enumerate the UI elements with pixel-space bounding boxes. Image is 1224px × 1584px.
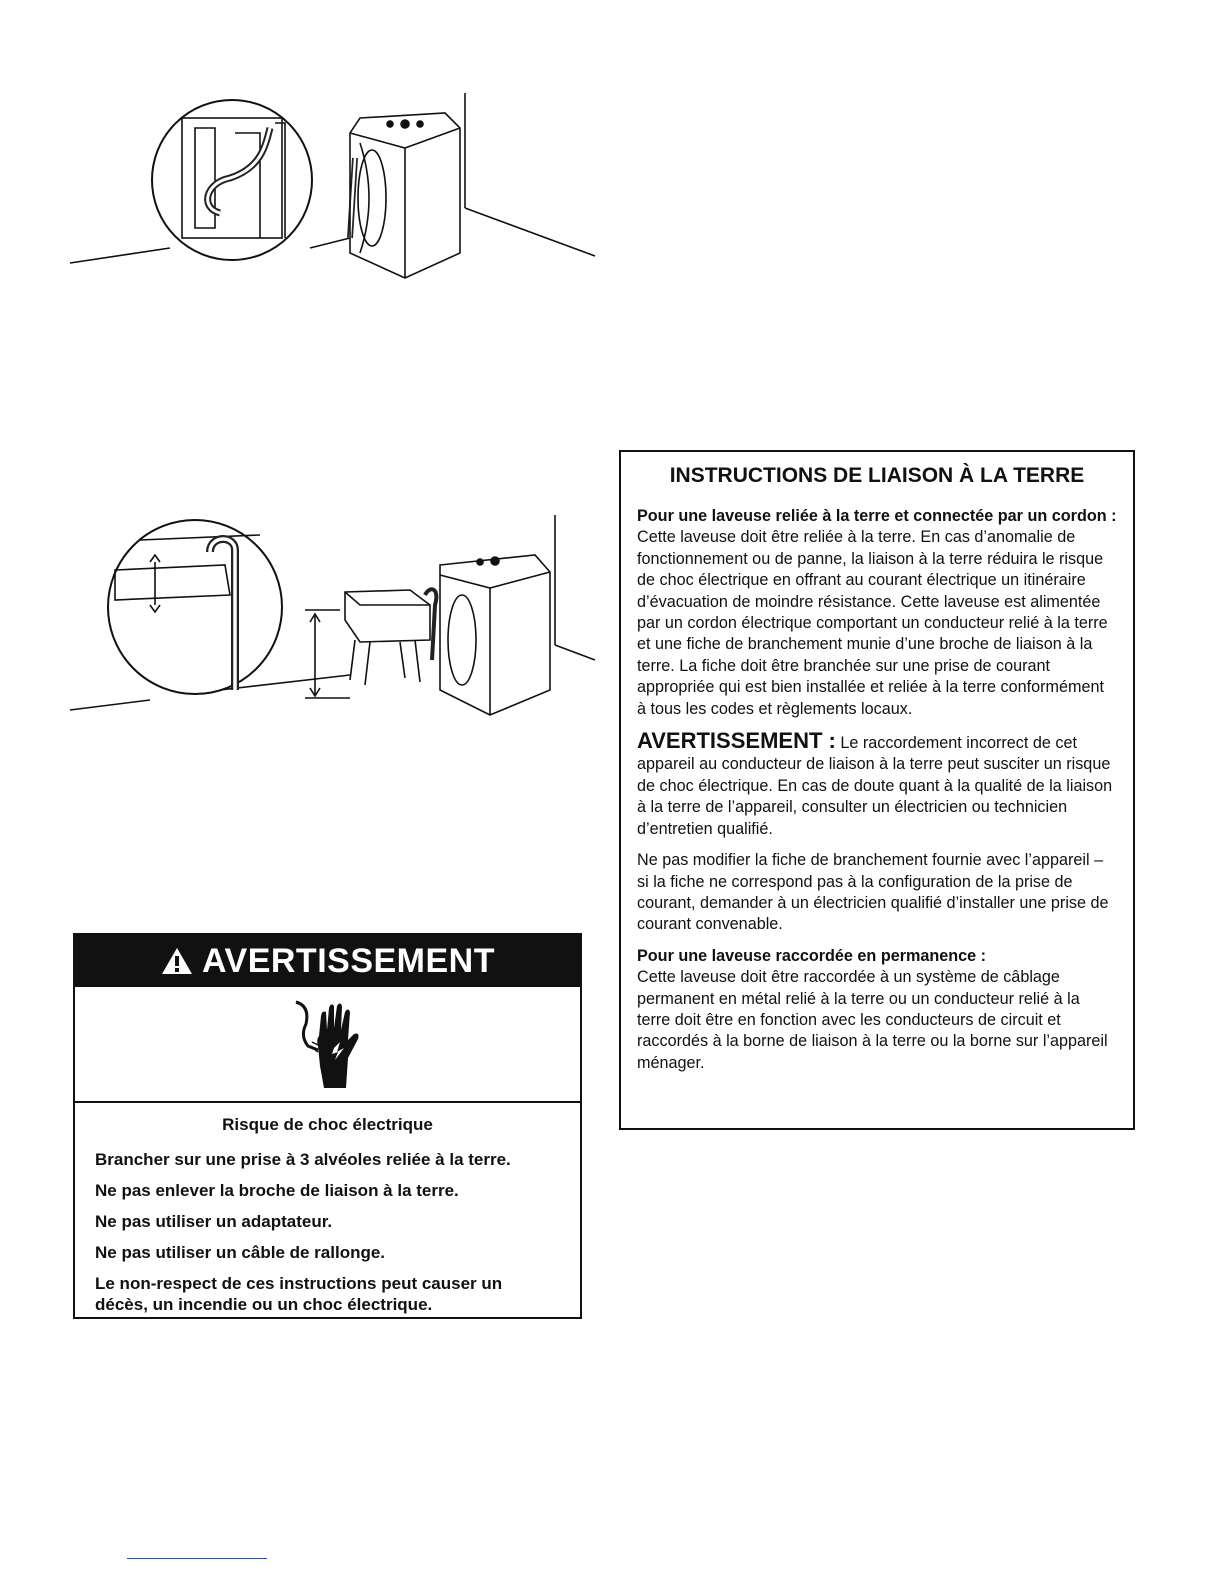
- warning-line: Ne pas enlever la broche de liaison à la terre.: [95, 1181, 459, 1200]
- warning-icon-panel: [75, 987, 580, 1103]
- plug-text: Ne pas modifier la fiche de branchement fournie avec l’appareil – si la fiche ne correspond pas à la configuration de la prise de courant, demander à un électricien qualifié d’installer une prise de courant convenable.: [637, 851, 1109, 934]
- grounding-warning-label: AVERTISSEMENT :: [637, 728, 836, 754]
- cord-subtitle: Pour une laveuse reliée à la terre et connectée par un cordon :: [637, 507, 1117, 525]
- warning-body: [75, 1103, 580, 1315]
- cord-text: Cette laveuse doit être reliée à la terre. En cas d’anomalie de fonctionnement ou de panne, la liaison à la terre réduira le risque de choc électrique en offrant au courant électrique un itinéraire d’évacuation de moindre résistance. Cette laveuse est alimentée par un cordon électrique comportant un conducteur relié à la terre et une fiche de branchement munie d’une broche de liaison à la terre. La fiche doit être branchée sur une prise de courant appropriée qui est bien installée et reliée à la terre conformément à tous les codes et règlements locaux.: [637, 528, 1108, 718]
- warning-line: Ne pas utiliser un câble de rallonge.: [95, 1243, 386, 1262]
- warning-triangle-icon: [160, 946, 194, 976]
- warning-box: [73, 933, 582, 1319]
- grounding-instructions-box: [619, 450, 1135, 1130]
- permanent-subtitle: Pour une laveuse raccordée en permanence :: [637, 946, 987, 965]
- footer-rule: [127, 1558, 267, 1559]
- warning-header: [75, 935, 580, 987]
- cord-section: [637, 506, 1117, 720]
- risk-title: Risque de choc électrique: [222, 1115, 433, 1134]
- permanent-text: Cette laveuse doit être raccordée à un système de câblage permanent en métal relié à la terre ou un conducteur relié à la terre doit être en fonction avec les conducteurs de circuit et raccordés à la borne de liaison à la terre ou la borne sur l’appareil ménager.: [637, 968, 1108, 1072]
- permanent-section: [637, 946, 1117, 1074]
- warning-line: Ne pas utiliser un adaptateur.: [95, 1212, 333, 1231]
- laundry-tub-drain-illustration: [60, 510, 605, 725]
- grounding-title: INSTRUCTIONS DE LIAISON À LA TERRE: [669, 464, 1085, 487]
- electrical-shock-hand-icon: [288, 996, 368, 1092]
- warning-line: Brancher sur une prise à 3 alvéoles reliée à la terre.: [95, 1150, 511, 1169]
- grounding-warning: [637, 730, 1117, 840]
- warning-line: Le non-respect de ces instructions peut causer un décès, un incendie ou un choc électrique.: [95, 1274, 503, 1314]
- warning-header-text: AVERTISSEMENT: [201, 941, 495, 980]
- grounding-warning-text: Le raccordement incorrect de cet appareil au conducteur de liaison à la terre peut susciter un risque de choc électrique. En cas de doute quant à la qualité de la liaison à la terre de l’appareil, consulter un électricien ou technicien d’entretien qualifié.: [637, 734, 1113, 838]
- standpipe-drain-illustration: [60, 88, 605, 288]
